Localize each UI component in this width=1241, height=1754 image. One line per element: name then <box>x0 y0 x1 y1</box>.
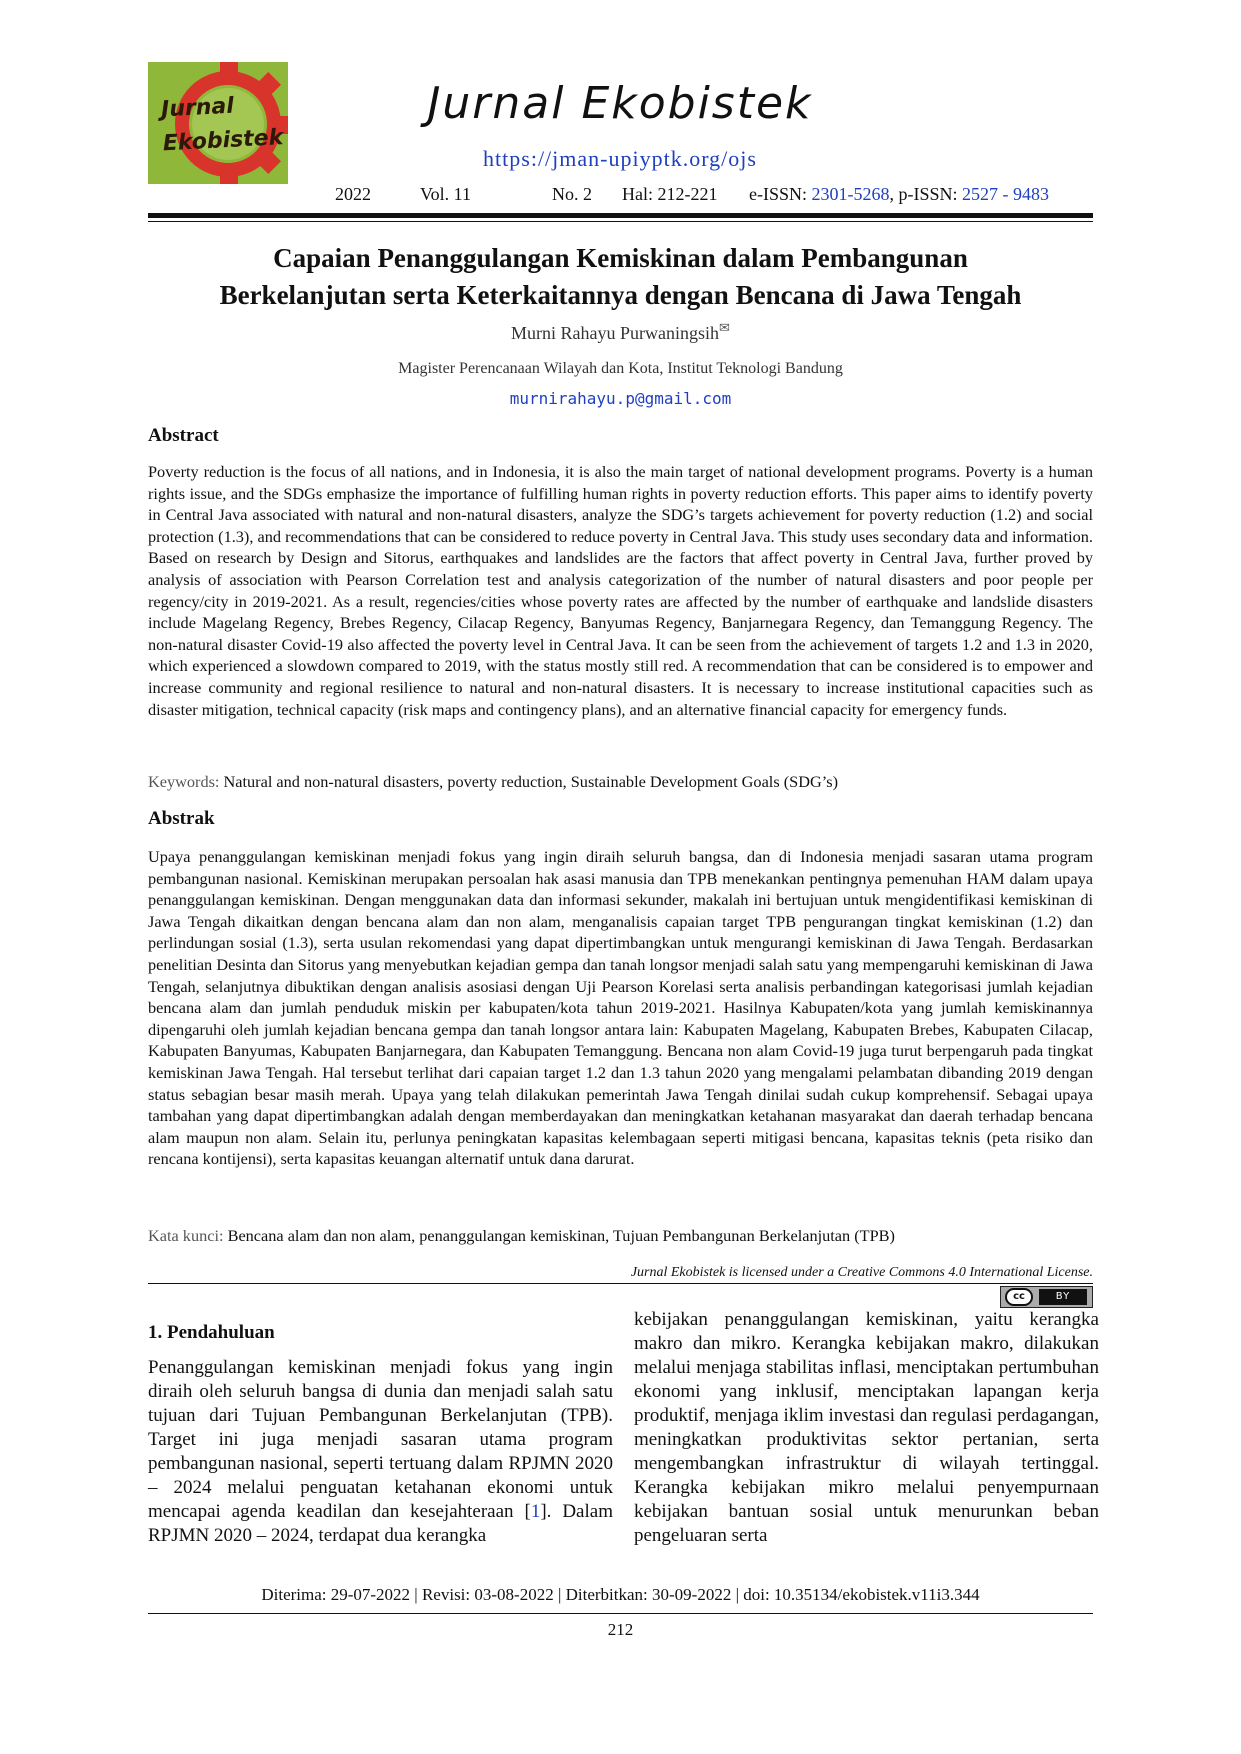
author-affiliation: Magister Perencanaan Wilayah dan Kota, Institut Teknologi Bandung <box>398 360 843 377</box>
cc-icon: cc <box>1005 1288 1033 1306</box>
kata-kunci <box>148 1226 1093 1246</box>
footer-rule <box>148 1613 1093 1614</box>
publication-dates: Diterima: 29-07-2022 | Revisi: 03-08-2022 | Diterbitkan: 30-09-2022 | doi: 10.35134/ekobistek.v11i3.344 <box>261 1585 980 1604</box>
keywords-value: Natural and non-natural disasters, poverty reduction, Sustainable Development Goals (SDG’s) <box>223 772 838 791</box>
abstract-heading: Abstract <box>148 425 219 446</box>
issue-pages: Hal: 212-221 <box>622 184 718 204</box>
header-rule-thick <box>148 213 1093 218</box>
eissn-link[interactable]: 2301-5268 <box>811 184 890 204</box>
issue-volume: Vol. 11 <box>420 184 472 204</box>
abstrak-heading: Abstrak <box>148 808 215 829</box>
keywords <box>148 772 1093 792</box>
keywords-label: Keywords: <box>148 772 220 791</box>
cc-by-badge-icon[interactable] <box>1000 1286 1093 1308</box>
pissn-link[interactable]: 2527 - 9483 <box>962 184 1050 204</box>
issue-year: 2022 <box>335 184 371 204</box>
eissn-label: e-ISSN: <box>749 184 807 204</box>
right-column-text: kebijakan penanggulangan kemiskinan, yaitu kerangka makro dan mikro. Kerangka kebijakan makro, dilakukan melalui menjaga stabilitas inflasi, menciptakan pertumbuhan ekonomi yang inklusif, menciptakan lapangan kerja produktif, menjaga iklim investasi dan regulasi perdagangan, meningkatkan produktivitas sektor pertanian, serta mengembangkan infrastruktur di wilayah tertinggal. Kerangka kebijakan mikro melalui penyempurnaan kebijakan bantuan sosial untuk menurunkan beban pengeluaran serta <box>634 1309 1099 1546</box>
kata-kunci-value: Bencana alam dan non alam, penanggulangan kemiskinan, Tujuan Pembangunan Berkelanjutan (TPB) <box>227 1226 895 1245</box>
by-label: BY <box>1039 1289 1087 1305</box>
header-rule-thin <box>148 221 1093 222</box>
page-number: 212 <box>607 1620 634 1639</box>
pissn-label: , p-ISSN: <box>889 184 958 204</box>
author-email-link[interactable]: murnirahayu.p@gmail.com <box>509 389 732 408</box>
license-rule <box>148 1283 1093 1284</box>
paper-title: Capaian Penanggulangan Kemiskinan dalam Pembangunan Berkelanjutan serta Keterkaitannya dengan Bencana di Jawa Tengah <box>219 243 1022 310</box>
license-text[interactable]: Jurnal Ekobistek is licensed under a Creative Commons 4.0 International License. <box>630 1265 1093 1280</box>
citation-link[interactable]: 1 <box>530 1501 541 1522</box>
issue-number: No. 2 <box>552 184 592 204</box>
abstract-text: Poverty reduction is the focus of all nations, and in Indonesia, it is also the main target of national development programs. Poverty is a human rights issue, and the SDGs emphasize the importance of fulfilling human rights in poverty reduction efforts. This paper aims to identify poverty in Central Java associated with natural and non-natural disasters, analyze the SDG’s targets achievement for poverty reduction (1.2) and social protection (1.3), and recommendations that can be considered to reduce poverty in Central Java. This study uses secondary data and information. Based on research by Design and Sitorus, earthquakes and landslides are the factors that affect poverty in Central Java, further proved by analysis of association with Pearson Correlation test and analysis categorization of the number of natural disasters and poor people per regency/city in 2019-2021. As a result, regencies/cities whose poverty rates are affected by the number of earthquake and landslide disasters include Magelang Regency, Brebes Regency, Cilacap Regency, Banyumas Regency, Banjarnegara Regency, dan Temanggung Regency. The non-natural disaster Covid-19 also affected the poverty level in Central Java. It can be seen from the achievement of targets 1.2 and 1.3 in 2020, which experienced a slowdown compared to 2019, with the status mostly still red. A recommendation that can be considered is to empower and increase community and regional resilience to natural and non-natural disasters. It is necessary to increase institutional capacities such as disaster mitigation, technical capacity (risk maps and contingency plans), and an alternative financial capacity for emergency funds. <box>148 462 1093 719</box>
section-heading-pendahuluan: 1. Pendahuluan <box>148 1322 275 1343</box>
journal-url-link[interactable]: https://jman-upiyptk.org/ojs <box>483 146 757 171</box>
journal-name: Jurnal Ekobistek <box>427 78 813 129</box>
abstrak-text: Upaya penanggulangan kemiskinan menjadi fokus yang ingin diraih seluruh bangsa, dan di Indonesia menjadi sasaran utama program pembangunan nasional. Kemiskinan merupakan persoalan hak asasi manusia dan TPB menekankan pentingnya pemenuhan HAM dalam upaya penanggulangan kemiskinan. Dengan menggunakan data dan informasi sekunder, makalah ini bertujuan untuk mengidentifikasi kemiskinan di Jawa Tengah dikaitkan dengan bencana alam dan non alam, menganalisis capaian target TPB pengurangan tingkat kemiskinan (1.2) dan perlindungan sosial (1.3), serta usulan rekomendasi yang dapat dipertimbangkan untuk mengurangi kemiskinan di Jawa Tengah. Berdasarkan penelitian Desinta dan Sitorus yang menyebutkan kejadian gempa dan tanah longsor menjadi salah satu yang mempengaruhi kemiskinan di Jawa Tengah, selanjutnya dibuktikan dengan analisis asosiasi dengan Uji Pearson Korelasi serta analisis perbandingan kategorisasi jumlah kejadian bencana alam dan jumlah penduduk miskin per kabupaten/kota tahun 2019-2021. Hasilnya Kabupaten/kota yang jumlah kemiskinannya dipengaruhi oleh jumlah kejadian bencana gempa dan tanah longsor antara lain: Kabupaten Magelang, Kabupaten Brebes, Kabupaten Cilacap, Kabupaten Banyumas, Kabupaten Banjarnegara, dan Kabupaten Temanggung. Bencana non alam Covid-19 juga turut berpengaruh pada tingkat kemiskinan Jawa Tengah. Hal tersebut terlihat dari capaian target 1.2 dan 1.3 tahun 2020 yang mengalami pelambatan dibanding 2019 dengan status sebagian besar masih merah. Upaya yang telah dilakukan pemerintah Jawa Tengah dinilai sudah cukup komprehensif. Sebagai upaya tambahan yang dapat dipertimbangkan adalah dengan memberdayakan dan meningkatkan ketahanan masyarakat dan daerah terhadap bencana alam maupun non alam. Selain itu, perlunya peningkatan kapasitas kelembagaan seperti mitigasi bencana, kapasitas teknis (peta risiko dan rencana kontijensi), serta kapasitas keuangan alternatif untuk dana darurat. <box>148 847 1093 1169</box>
envelope-icon: ✉ <box>719 320 730 335</box>
kata-kunci-label: Kata kunci: <box>148 1226 224 1245</box>
left-column-text: Penanggulangan kemiskinan menjadi fokus yang ingin diraih oleh seluruh bangsa di dunia dan menjadi salah satu tujuan dari Tujuan Pembangunan Berkelanjutan (TPB). Target ini juga menjadi sasaran utama program pembangunan nasional, seperti tertuang dalam RPJMN 2020 – 2024 melalui penguatan ketahanan ekonomi untuk mencapai agenda keadilan dan kesejahteraan [1]. Dalam RPJMN 2020 – 2024, terdapat dua kerangka <box>148 1357 613 1546</box>
logo-text: Jurnal Ekobistek <box>160 93 284 157</box>
journal-logo <box>148 62 288 184</box>
issn-line <box>749 184 1049 205</box>
author-name: Murni Rahayu Purwaningsih✉ <box>511 320 730 343</box>
